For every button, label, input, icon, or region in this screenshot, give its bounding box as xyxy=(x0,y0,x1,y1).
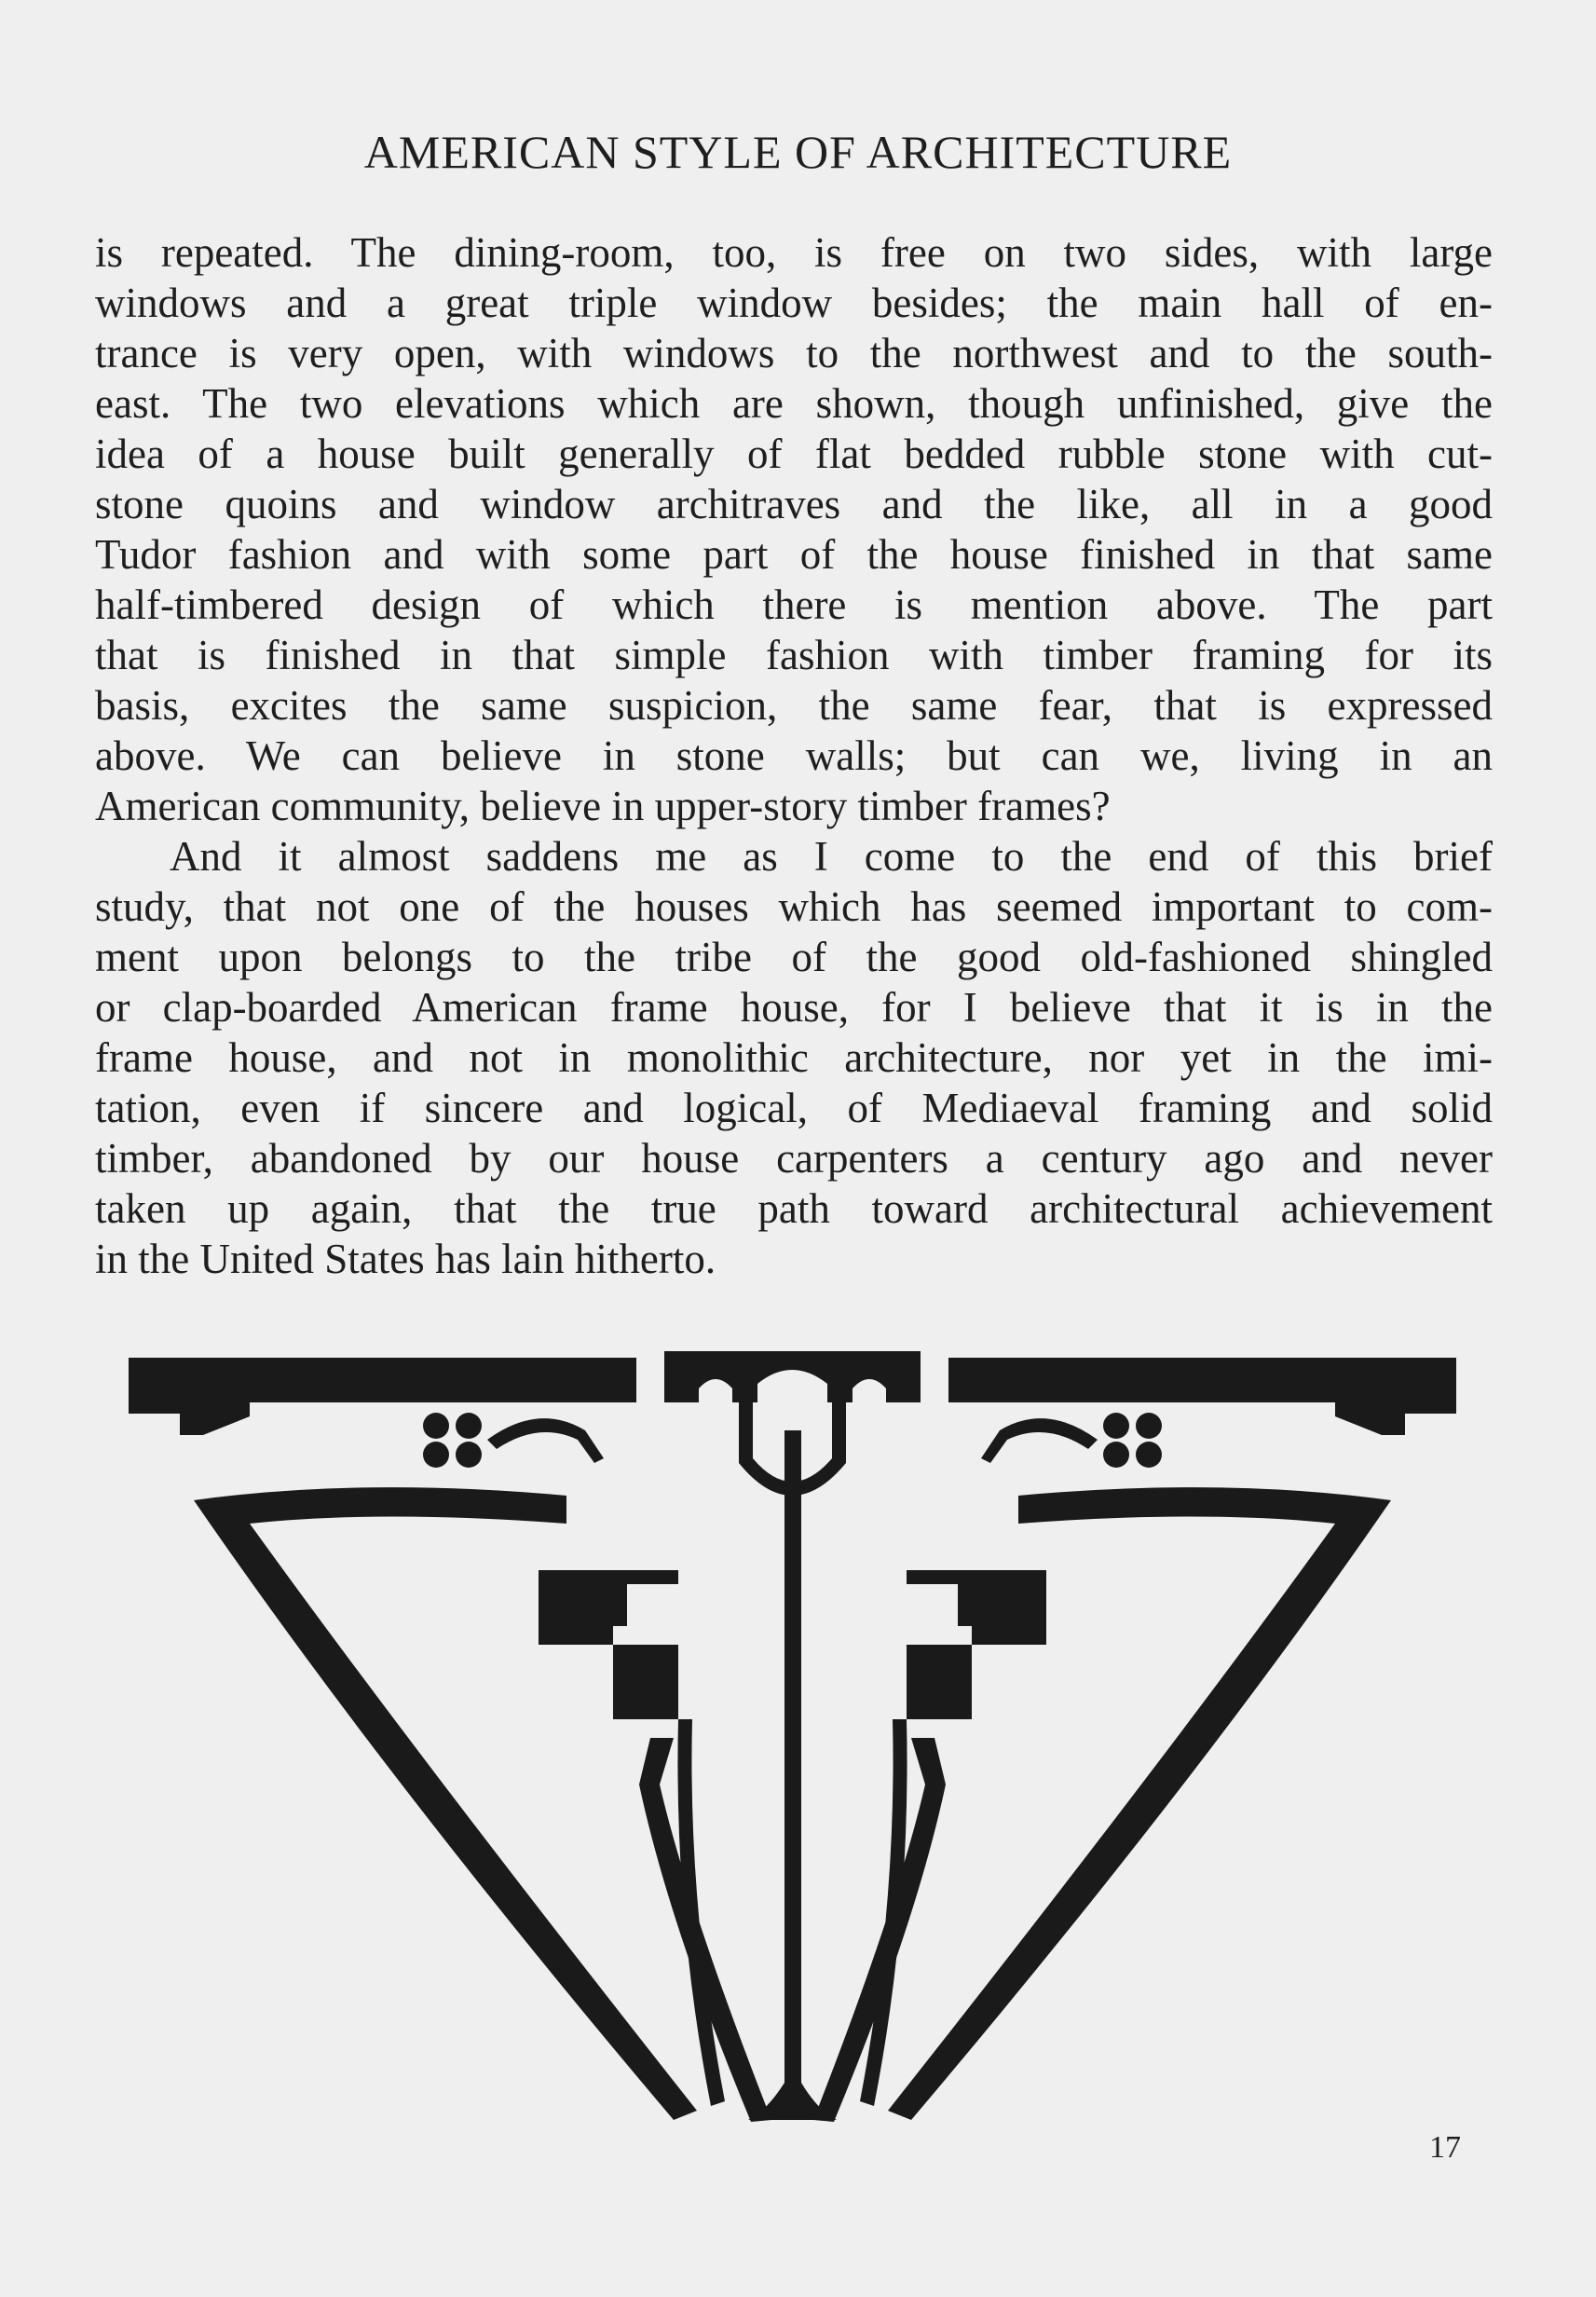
text-line: or clap-boarded American frame house, for I believe that it is in the xyxy=(95,984,1493,1031)
text-line: idea of a house built generally of flat bedded rubble stone with cut- xyxy=(95,431,1493,477)
text-line: east. The two elevations which are shown, though unfinished, give the xyxy=(95,380,1493,427)
text-line: study, that not one of the houses which has seemed important to com- xyxy=(95,883,1493,930)
text-line: trance is very open, with windows to the northwest and to the south- xyxy=(95,330,1493,376)
running-head: AMERICAN STYLE OF ARCHITECTURE xyxy=(363,126,1233,178)
text-line: taken up again, that the true path toward architectural achievement xyxy=(95,1185,1493,1232)
paragraph-start-line: And it almost saddens me as I come to the end of this brief xyxy=(170,833,1493,880)
page-number: 17 xyxy=(1429,2130,1461,2165)
body-text xyxy=(95,227,1493,1284)
text-line: tation, even if sincere and logical, of Mediaeval framing and solid xyxy=(95,1085,1493,1131)
text-line: basis, excites the same suspicion, the same fear, that is expressed xyxy=(95,682,1493,729)
text-line: half-timbered design of which there is mention above. The part xyxy=(95,581,1493,628)
art-nouveau-ornament-icon xyxy=(129,1347,1456,2129)
ornament-left-half xyxy=(129,1358,771,2122)
text-line: above. We can believe in stone walls; but can we, living in an xyxy=(95,732,1493,779)
text-line: that is finished in that simple fashion with timber framing for its xyxy=(95,632,1493,678)
text-line: frame house, and not in monolithic architecture, nor yet in the imi- xyxy=(95,1034,1493,1081)
paragraph-end-line: in the United States has lain hitherto. xyxy=(95,1236,716,1282)
text-line: is repeated. The dining-room, too, is free on two sides, with large xyxy=(95,229,1493,276)
text-line: stone quoins and window architraves and the like, all in a good xyxy=(95,481,1493,527)
text-line: Tudor fashion and with some part of the house finished in that same xyxy=(95,531,1493,578)
text-line: timber, abandoned by our house carpenters a century ago and never xyxy=(95,1135,1493,1182)
text-line: ment upon belongs to the tribe of the good old-fashioned shingled xyxy=(95,934,1493,980)
paragraph-end-line: American community, believe in upper-story timber frames? xyxy=(95,783,1111,829)
ornament-right-half xyxy=(813,1358,1456,2122)
text-line: windows and a great triple window besides; the main hall of en- xyxy=(95,280,1493,326)
